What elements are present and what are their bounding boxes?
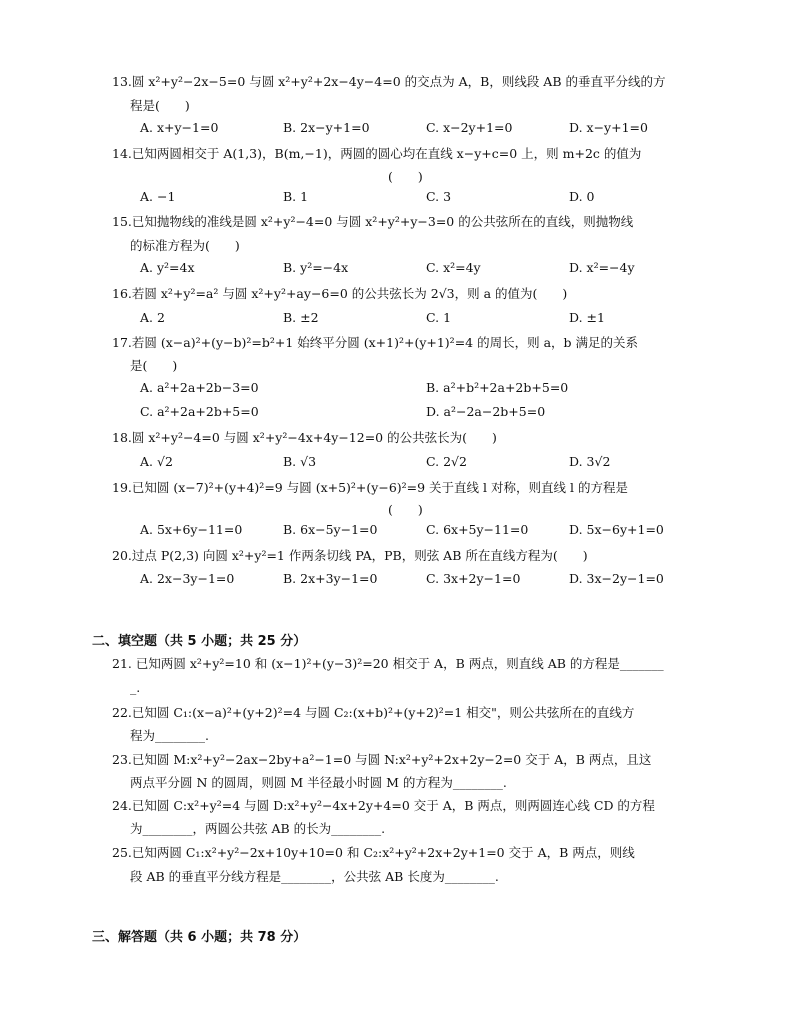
q20-option-c: C. 3x+2y−1=0 [426, 571, 521, 586]
q19-paren: ( ) [388, 502, 423, 517]
q18-option-a: A. √2 [140, 454, 173, 469]
q16-option-b: B. ±2 [283, 310, 319, 325]
q13-line1: 13.圆 x²+y²−2x−5=0 与圆 x²+y²+2x−4y−4=0 的交点为 A，B，则线段 AB 的垂直平分线的方 [112, 74, 666, 89]
q13-option-d: D. x−y+1=0 [569, 120, 648, 135]
q17-option-c: C. a²+2a+2b+5=0 [140, 404, 259, 419]
q20-option-a: A. 2x−3y−1=0 [140, 571, 235, 586]
q13-line2: 程是( ) [130, 98, 190, 113]
q16-option-c: C. 1 [426, 310, 452, 325]
q15-line2: 的标准方程为( ) [130, 238, 240, 253]
q24-line1: 24.已知圆 C:x²+y²=4 与圆 D:x²+y²−4x+2y+4=0 交于 A，B 两点，则两圆连心线 CD 的方程 [112, 798, 655, 813]
q13-option-b: B. 2x−y+1=0 [283, 120, 370, 135]
q16-option-d: D. ±1 [569, 310, 605, 325]
q21-line1: 21. 已知两圆 x²+y²=10 和 (x−1)²+(y−3)²=20 相交于 A，B 两点，则直线 AB 的方程是_______ [112, 656, 664, 671]
q14-option-d: D. 0 [569, 189, 595, 204]
q16-line1: 16.若圆 x²+y²=a² 与圆 x²+y²+ay−6=0 的公共弦长为 2√3，则 a 的值为( ) [112, 286, 568, 301]
q13-option-a: A. x+y−1=0 [140, 120, 219, 135]
q14-option-c: C. 3 [426, 189, 452, 204]
section-fill-in-title: 二、填空题（共 5 小题；共 25 分） [92, 634, 307, 649]
q24-line2: 为________，两圆公共弦 AB 的长为________. [130, 821, 386, 836]
q19-option-b: B. 6x−5y−1=0 [283, 522, 378, 537]
q13-option-c: C. x−2y+1=0 [426, 120, 513, 135]
q14-option-a: A. −1 [140, 189, 176, 204]
q22-line2: 程为________. [130, 728, 209, 743]
q17-option-d: D. a²−2a−2b+5=0 [426, 404, 546, 419]
q15-option-d: D. x²=−4y [569, 260, 635, 275]
q20-option-b: B. 2x+3y−1=0 [283, 571, 378, 586]
q22-line1: 22.已知圆 C₁:(x−a)²+(y+2)²=4 与圆 C₂:(x+b)²+(y+2)²=1 相交"，则公共弦所在的直线方 [112, 705, 635, 720]
q18-option-d: D. 3√2 [569, 454, 611, 469]
q14-option-b: B. 1 [283, 189, 309, 204]
q20-line1: 20.过点 P(2,3) 向圆 x²+y²=1 作两条切线 PA，PB，则弦 AB 所在直线方程为( ) [112, 548, 588, 563]
q15-option-b: B. y²=−4x [283, 260, 349, 275]
q15-line1: 15.已知抛物线的准线是圆 x²+y²−4=0 与圆 x²+y²+y−3=0 的公共弦所在的直线，则抛物线 [112, 214, 634, 229]
q19-option-c: C. 6x+5y−11=0 [426, 522, 529, 537]
q17-line2: 是( ) [130, 358, 178, 373]
q17-line1: 17.若圆 (x−a)²+(y−b)²=b²+1 始终平分圆 (x+1)²+(y+1)²=4 的周长，则 a，b 满足的关系 [112, 335, 638, 350]
q19-option-d: D. 5x−6y+1=0 [569, 522, 664, 537]
q17-option-b: B. a²+b²+2a+2b+5=0 [426, 380, 569, 395]
q15-option-c: C. x²=4y [426, 260, 481, 275]
q14-line1: 14.已知两圆相交于 A(1,3)，B(m,−1)，两圆的圆心均在直线 x−y+c=0 上，则 m+2c 的值为 [112, 146, 642, 161]
q19-line1: 19.已知圆 (x−7)²+(y+4)²=9 与圆 (x+5)²+(y−6)²=9 关于直线 l 对称，则直线 l 的方程是 [112, 480, 628, 495]
q15-option-a: A. y²=4x [140, 260, 195, 275]
q18-line1: 18.圆 x²+y²−4=0 与圆 x²+y²−4x+4y−12=0 的公共弦长为( ) [112, 430, 497, 445]
q23-line1: 23.已知圆 M:x²+y²−2ax−2by+a²−1=0 与圆 N:x²+y²+2x+2y−2=0 交于 A，B 两点，且这 [112, 752, 652, 767]
q17-option-a: A. a²+2a+2b−3=0 [140, 380, 259, 395]
q18-option-b: B. √3 [283, 454, 317, 469]
q20-option-d: D. 3x−2y−1=0 [569, 571, 664, 586]
q19-option-a: A. 5x+6y−11=0 [140, 522, 243, 537]
q18-option-c: C. 2√2 [426, 454, 467, 469]
q16-option-a: A. 2 [140, 310, 165, 325]
q25-line1: 25.已知两圆 C₁:x²+y²−2x+10y+10=0 和 C₂:x²+y²+2x+2y+1=0 交于 A，B 两点，则线 [112, 845, 635, 860]
section-answer-title: 三、解答题（共 6 小题；共 78 分） [92, 930, 307, 945]
q23-line2: 两点平分圆 N 的圆周，则圆 M 半径最小时圆 M 的方程为________. [130, 775, 507, 790]
q14-paren: ( ) [388, 169, 423, 184]
q21-line2: _. [130, 680, 141, 695]
q25-line2: 段 AB 的垂直平分线方程是________，公共弦 AB 长度为________. [130, 869, 499, 884]
